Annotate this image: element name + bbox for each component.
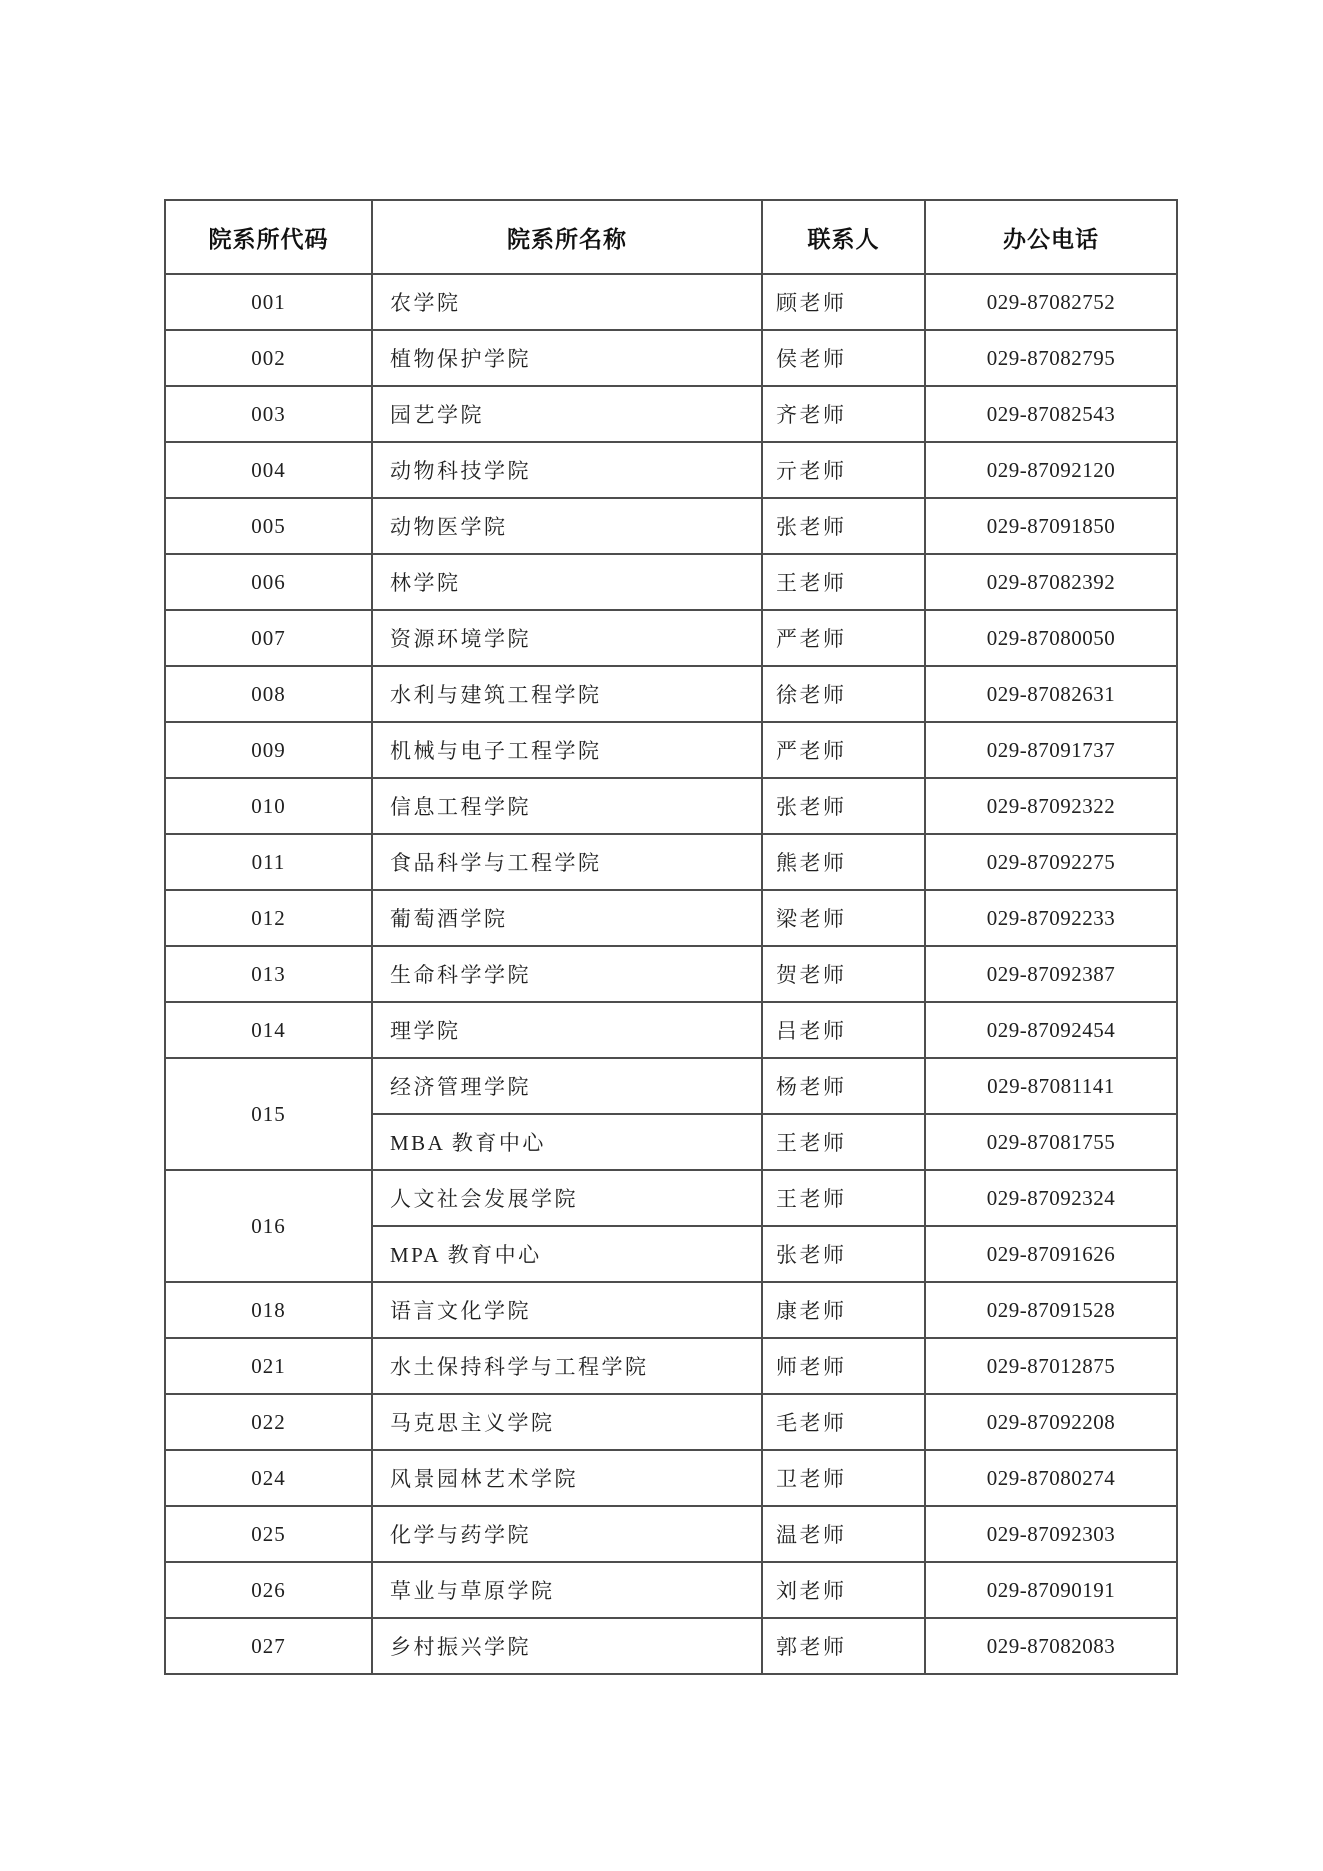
dept-name-cell: 语言文化学院	[372, 1282, 762, 1338]
dept-phone-cell: 029-87092303	[925, 1506, 1177, 1562]
dept-name-cell: 生命科学学院	[372, 946, 762, 1002]
dept-name-cell: 林学院	[372, 554, 762, 610]
dept-phone-cell: 029-87092387	[925, 946, 1177, 1002]
dept-name-cell: 草业与草原学院	[372, 1562, 762, 1618]
dept-contact-cell: 齐老师	[762, 386, 925, 442]
table-row	[165, 274, 1177, 330]
dept-contact-cell: 张老师	[762, 778, 925, 834]
dept-name-cell: 动物科技学院	[372, 442, 762, 498]
dept-code-cell: 002	[165, 330, 372, 386]
dept-phone-cell: 029-87091626	[925, 1226, 1177, 1282]
dept-name-cell: 风景园林艺术学院	[372, 1450, 762, 1506]
table-row	[165, 1282, 1177, 1338]
header-contact: 联系人	[762, 200, 925, 274]
dept-name-cell: 乡村振兴学院	[372, 1618, 762, 1674]
dept-name-cell: 机械与电子工程学院	[372, 722, 762, 778]
dept-contact-cell: 熊老师	[762, 834, 925, 890]
dept-phone-cell: 029-87092322	[925, 778, 1177, 834]
table-row	[165, 1506, 1177, 1562]
dept-phone-cell: 029-87082083	[925, 1618, 1177, 1674]
table-header	[165, 200, 1177, 274]
dept-phone-cell: 029-87092208	[925, 1394, 1177, 1450]
table-row	[165, 778, 1177, 834]
dept-code-cell: 003	[165, 386, 372, 442]
header-phone: 办公电话	[925, 200, 1177, 274]
dept-code-cell: 006	[165, 554, 372, 610]
dept-name-cell: 信息工程学院	[372, 778, 762, 834]
table-row	[165, 890, 1177, 946]
dept-contact-cell: 杨老师	[762, 1058, 925, 1114]
table-row	[165, 1562, 1177, 1618]
dept-name-cell: 理学院	[372, 1002, 762, 1058]
table-row	[165, 946, 1177, 1002]
dept-name-cell: 化学与药学院	[372, 1506, 762, 1562]
table-body	[165, 274, 1177, 1674]
dept-code-cell: 008	[165, 666, 372, 722]
header-dept-code: 院系所代码	[165, 200, 372, 274]
dept-code-cell: 025	[165, 1506, 372, 1562]
dept-contact-cell: 张老师	[762, 498, 925, 554]
dept-name-cell: MPA 教育中心	[372, 1226, 762, 1282]
dept-code-cell: 012	[165, 890, 372, 946]
header-row	[165, 200, 1177, 274]
table-row	[165, 386, 1177, 442]
table-row	[165, 834, 1177, 890]
table-row	[165, 554, 1177, 610]
table-row	[165, 610, 1177, 666]
table-row	[165, 1170, 1177, 1226]
header-dept-name: 院系所名称	[372, 200, 762, 274]
dept-name-cell: 食品科学与工程学院	[372, 834, 762, 890]
table-row	[165, 722, 1177, 778]
dept-contact-cell: 王老师	[762, 554, 925, 610]
dept-code-cell: 009	[165, 722, 372, 778]
dept-contact-cell: 师老师	[762, 1338, 925, 1394]
dept-contact-cell: 梁老师	[762, 890, 925, 946]
dept-phone-cell: 029-87090191	[925, 1562, 1177, 1618]
dept-contact-cell: 贺老师	[762, 946, 925, 1002]
dept-contact-cell: 王老师	[762, 1170, 925, 1226]
dept-name-cell: 植物保护学院	[372, 330, 762, 386]
dept-code-cell: 022	[165, 1394, 372, 1450]
dept-name-cell: 经济管理学院	[372, 1058, 762, 1114]
dept-contact-cell: 康老师	[762, 1282, 925, 1338]
dept-code-cell: 015	[165, 1058, 372, 1170]
dept-phone-cell: 029-87082795	[925, 330, 1177, 386]
dept-phone-cell: 029-87082631	[925, 666, 1177, 722]
dept-contact-cell: 王老师	[762, 1114, 925, 1170]
table-row	[165, 1338, 1177, 1394]
dept-phone-cell: 029-87092454	[925, 1002, 1177, 1058]
dept-code-cell: 010	[165, 778, 372, 834]
dept-contact-cell: 毛老师	[762, 1394, 925, 1450]
dept-name-cell: 园艺学院	[372, 386, 762, 442]
table-row	[165, 666, 1177, 722]
table-row	[165, 1058, 1177, 1114]
dept-contact-cell: 郭老师	[762, 1618, 925, 1674]
dept-phone-cell: 029-87091737	[925, 722, 1177, 778]
dept-name-cell: 水土保持科学与工程学院	[372, 1338, 762, 1394]
dept-phone-cell: 029-87092233	[925, 890, 1177, 946]
dept-name-cell: 农学院	[372, 274, 762, 330]
dept-contact-cell: 温老师	[762, 1506, 925, 1562]
department-contact-table	[164, 199, 1178, 1675]
dept-code-cell: 018	[165, 1282, 372, 1338]
dept-code-cell: 013	[165, 946, 372, 1002]
dept-phone-cell: 029-87092120	[925, 442, 1177, 498]
dept-contact-cell: 张老师	[762, 1226, 925, 1282]
table-row	[165, 498, 1177, 554]
dept-contact-cell: 顾老师	[762, 274, 925, 330]
dept-phone-cell: 029-87082543	[925, 386, 1177, 442]
dept-name-cell: 马克思主义学院	[372, 1394, 762, 1450]
dept-code-cell: 005	[165, 498, 372, 554]
dept-code-cell: 016	[165, 1170, 372, 1282]
dept-phone-cell: 029-87081141	[925, 1058, 1177, 1114]
dept-phone-cell: 029-87080050	[925, 610, 1177, 666]
dept-phone-cell: 029-87082752	[925, 274, 1177, 330]
dept-contact-cell: 侯老师	[762, 330, 925, 386]
dept-code-cell: 007	[165, 610, 372, 666]
dept-code-cell: 011	[165, 834, 372, 890]
dept-name-cell: 动物医学院	[372, 498, 762, 554]
dept-code-cell: 027	[165, 1618, 372, 1674]
dept-code-cell: 014	[165, 1002, 372, 1058]
dept-phone-cell: 029-87092275	[925, 834, 1177, 890]
dept-contact-cell: 亓老师	[762, 442, 925, 498]
table-row	[165, 1394, 1177, 1450]
dept-name-cell: 资源环境学院	[372, 610, 762, 666]
dept-code-cell: 021	[165, 1338, 372, 1394]
table-row	[165, 1002, 1177, 1058]
dept-phone-cell: 029-87091528	[925, 1282, 1177, 1338]
dept-name-cell: 人文社会发展学院	[372, 1170, 762, 1226]
dept-phone-cell: 029-87092324	[925, 1170, 1177, 1226]
dept-contact-cell: 刘老师	[762, 1562, 925, 1618]
dept-contact-cell: 卫老师	[762, 1450, 925, 1506]
table-row	[165, 442, 1177, 498]
dept-contact-cell: 徐老师	[762, 666, 925, 722]
dept-name-cell: 葡萄酒学院	[372, 890, 762, 946]
dept-code-cell: 024	[165, 1450, 372, 1506]
dept-phone-cell: 029-87012875	[925, 1338, 1177, 1394]
dept-code-cell: 026	[165, 1562, 372, 1618]
dept-contact-cell: 吕老师	[762, 1002, 925, 1058]
table-row	[165, 1618, 1177, 1674]
dept-contact-cell: 严老师	[762, 722, 925, 778]
dept-phone-cell: 029-87082392	[925, 554, 1177, 610]
dept-contact-cell: 严老师	[762, 610, 925, 666]
dept-name-cell: MBA 教育中心	[372, 1114, 762, 1170]
dept-code-cell: 004	[165, 442, 372, 498]
dept-code-cell: 001	[165, 274, 372, 330]
dept-phone-cell: 029-87080274	[925, 1450, 1177, 1506]
dept-phone-cell: 029-87091850	[925, 498, 1177, 554]
dept-name-cell: 水利与建筑工程学院	[372, 666, 762, 722]
table-row	[165, 1450, 1177, 1506]
dept-phone-cell: 029-87081755	[925, 1114, 1177, 1170]
table-row	[165, 330, 1177, 386]
